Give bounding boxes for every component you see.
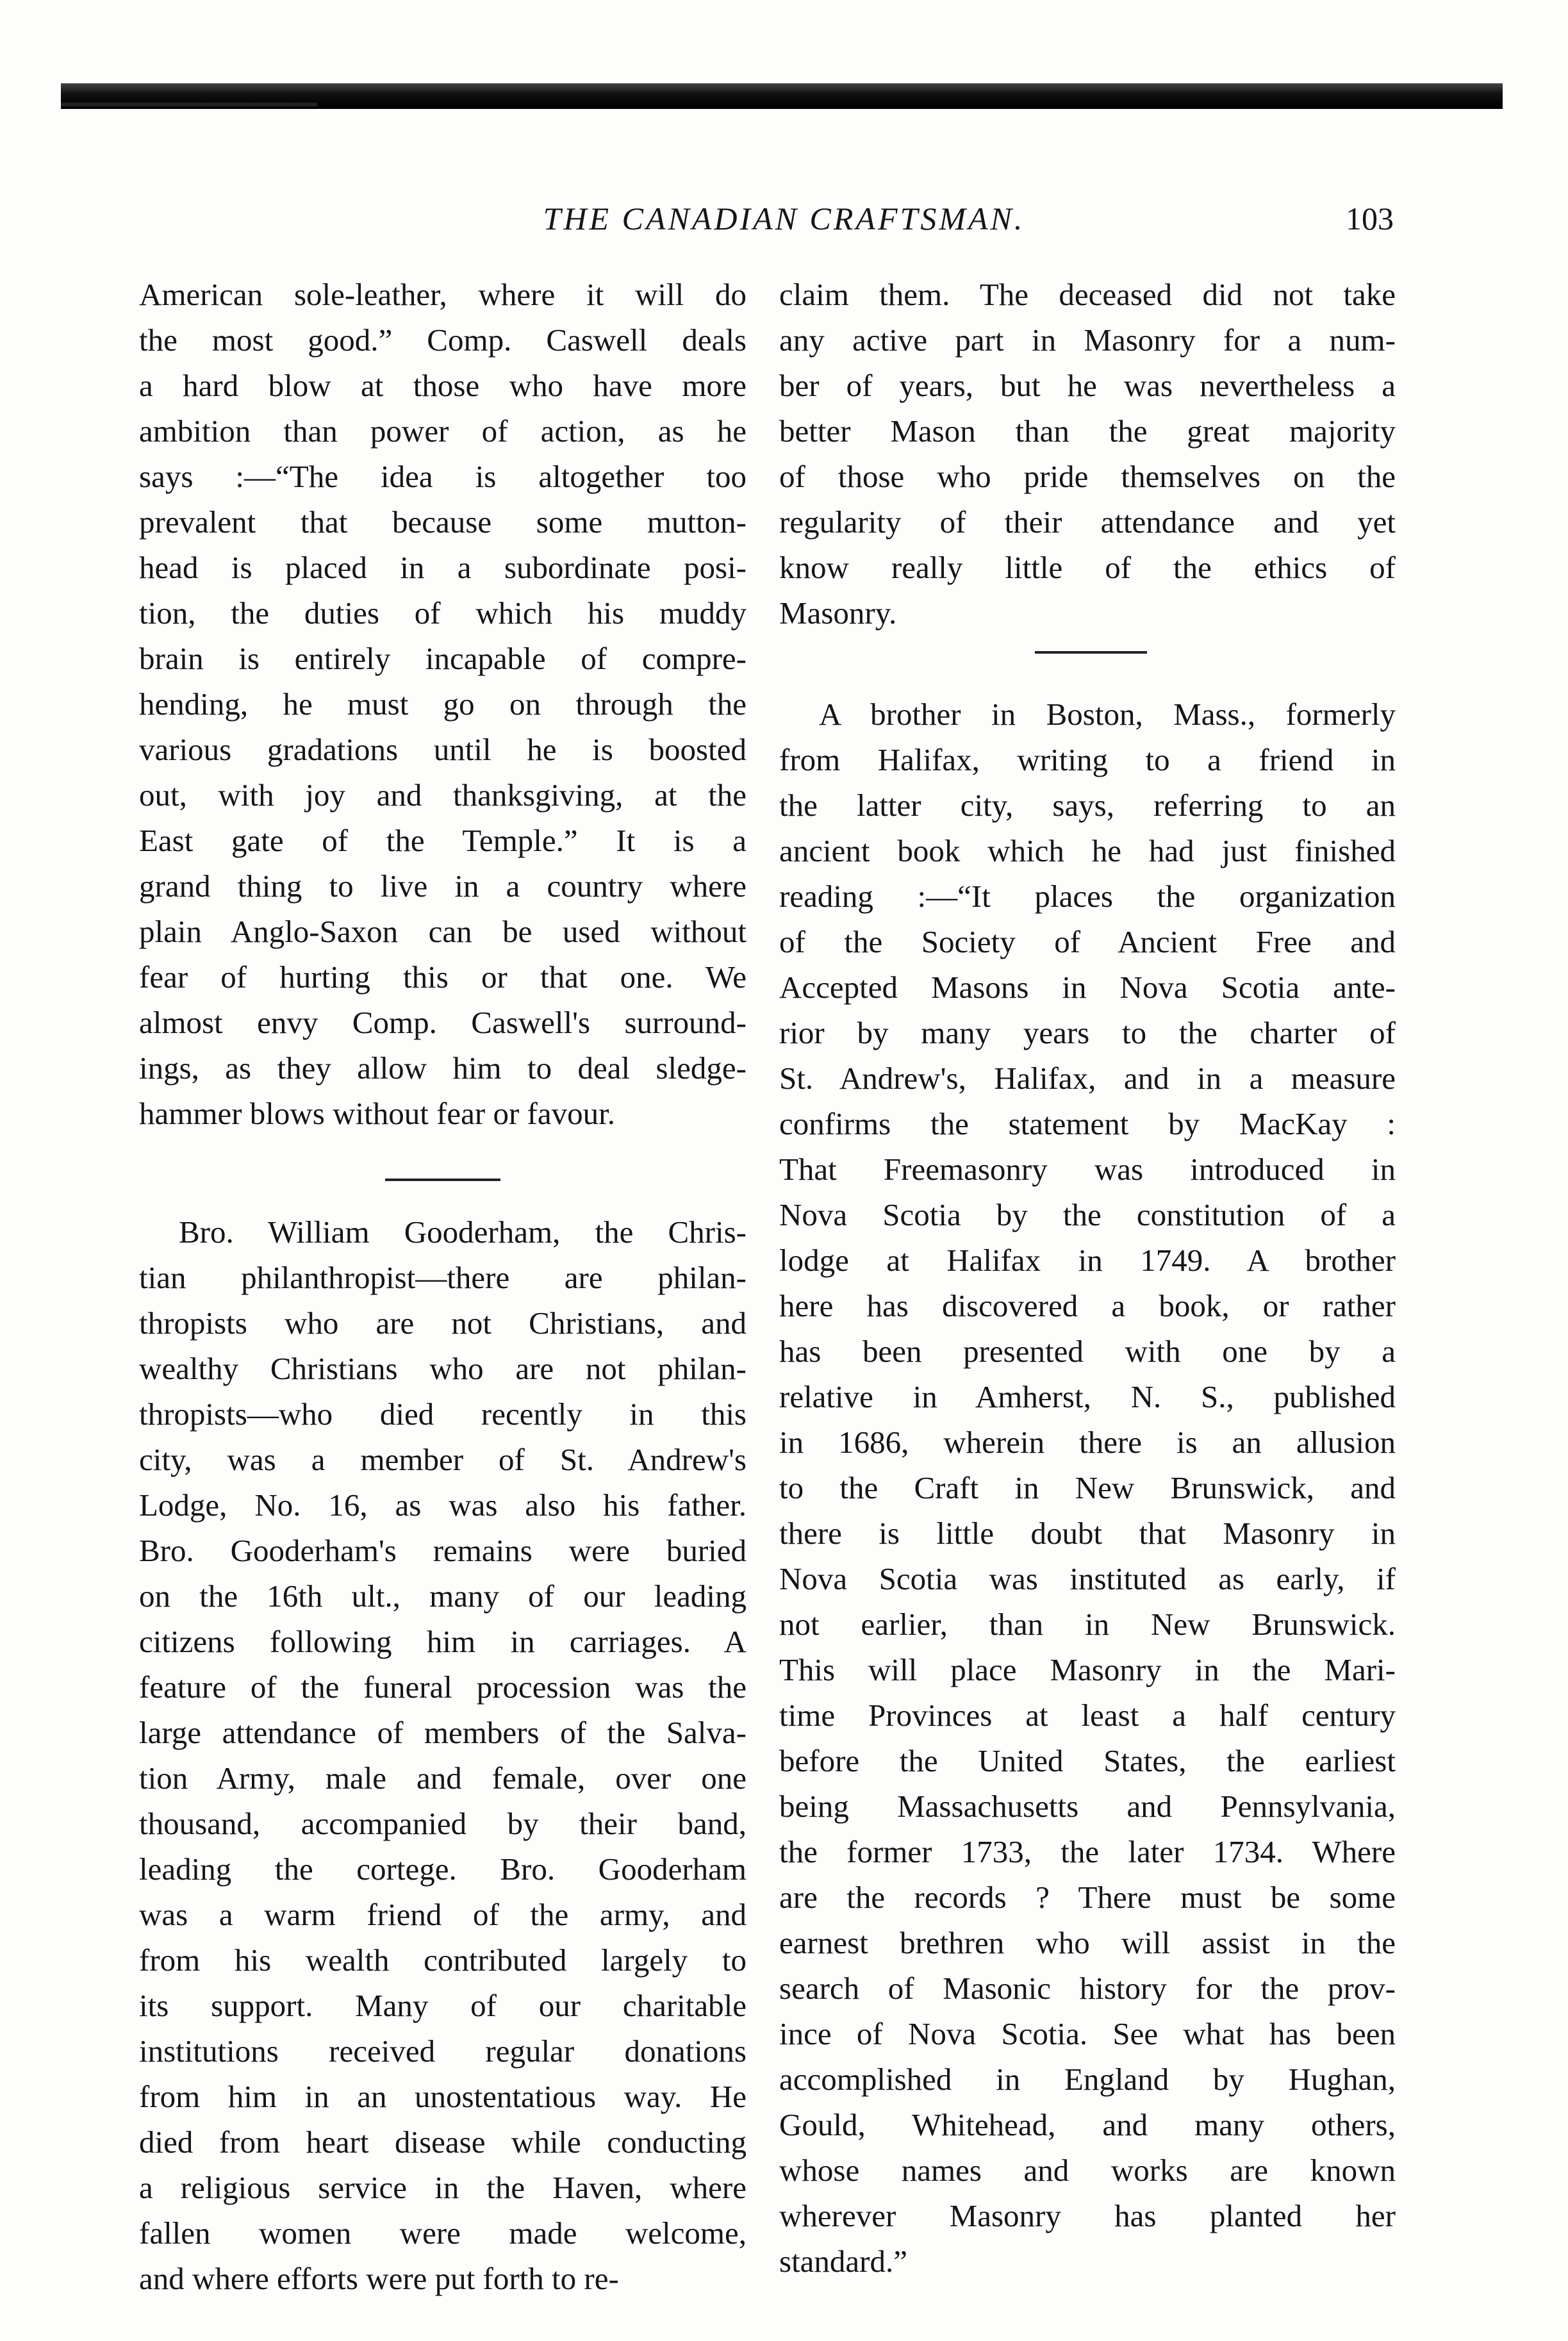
text-line: was a warm friend of the army, and bbox=[139, 1897, 747, 1932]
text-line: reading :—“It places the organization bbox=[779, 879, 1396, 914]
text-line: fear of hurting this or that one. We bbox=[139, 959, 747, 995]
text-line: earnest brethren who will assist in the bbox=[779, 1925, 1396, 1960]
text-line: died from heart disease while conducting bbox=[139, 2124, 747, 2160]
left-column bbox=[139, 272, 747, 2296]
text-line: citizens following him in carriages. A bbox=[139, 1624, 747, 1659]
text-line: any active part in Masonry for a num- bbox=[779, 322, 1396, 358]
text-line: claim them. The deceased did not take bbox=[779, 277, 1396, 312]
text-line: before the United States, the earliest bbox=[779, 1743, 1396, 1778]
text-line: Bro. Gooderham's remains were buried bbox=[139, 1533, 747, 1568]
text-line: confirms the statement by MacKay : bbox=[779, 1106, 1396, 1141]
text-line: Bro. William Gooderham, the Chris- bbox=[179, 1214, 747, 1250]
text-line: a hard blow at those who have more bbox=[139, 368, 747, 403]
text-line: fallen women were made welcome, bbox=[139, 2215, 747, 2251]
text-line: the former 1733, the later 1734. Where bbox=[779, 1834, 1396, 1869]
text-line: the latter city, says, referring to an bbox=[779, 788, 1396, 823]
text-line: Lodge, No. 16, as was also his father. bbox=[139, 1487, 747, 1523]
text-line: a religious service in the Haven, where bbox=[139, 2170, 747, 2205]
header-rule-thin bbox=[61, 103, 317, 106]
text-line: search of Masonic history for the prov- bbox=[779, 1971, 1396, 2006]
text-line: Nova Scotia was instituted as early, if bbox=[779, 1561, 1396, 1596]
right-column bbox=[779, 272, 1396, 2279]
text-line: Accepted Masons in Nova Scotia ante- bbox=[779, 970, 1396, 1005]
text-line: thropists who are not Christians, and bbox=[139, 1305, 747, 1341]
text-line: out, with joy and thanksgiving, at the bbox=[139, 777, 747, 813]
text-line: This will place Masonry in the Mari- bbox=[779, 1652, 1396, 1687]
text-line: being Massachusetts and Pennsylvania, bbox=[779, 1789, 1396, 1824]
text-line: in 1686, wherein there is an allusion bbox=[779, 1425, 1396, 1460]
text-line: of the Society of Ancient Free and bbox=[779, 924, 1396, 959]
text-line: better Mason than the great majority bbox=[779, 413, 1396, 449]
paragraph bbox=[139, 1209, 747, 2301]
text-line: Gould, Whitehead, and many others, bbox=[779, 2107, 1396, 2142]
text-line: American sole-leather, where it will do bbox=[139, 277, 747, 312]
text-line: time Provinces at least a half century bbox=[779, 1698, 1396, 1733]
text-line: head is placed in a subordinate posi- bbox=[139, 550, 747, 585]
text-line: lodge at Halifax in 1749. A brother bbox=[779, 1243, 1396, 1278]
text-line: A brother in Boston, Mass., formerly bbox=[819, 697, 1396, 732]
text-line: various gradations until he is boosted bbox=[139, 732, 747, 767]
text-line: of those who pride themselves on the bbox=[779, 459, 1396, 494]
paragraph bbox=[779, 272, 1396, 636]
text-line: wherever Masonry has planted her bbox=[779, 2198, 1396, 2233]
text-line: brain is entirely incapable of compre- bbox=[139, 641, 747, 676]
text-line: Masonry. bbox=[779, 595, 897, 631]
text-line: city, was a member of St. Andrew's bbox=[139, 1442, 747, 1477]
paragraph bbox=[139, 272, 747, 1136]
text-line: ber of years, but he was nevertheless a bbox=[779, 368, 1396, 403]
text-line: to the Craft in New Brunswick, and bbox=[779, 1470, 1396, 1505]
text-line: and where efforts were put forth to re- bbox=[139, 2261, 619, 2296]
text-line: large attendance of members of the Salva- bbox=[139, 1715, 747, 1750]
text-line: East gate of the Temple.” It is a bbox=[139, 823, 747, 858]
text-line: the most good.” Comp. Caswell deals bbox=[139, 322, 747, 358]
text-line: That Freemasonry was introduced in bbox=[779, 1152, 1396, 1187]
text-line: hending, he must go on through the bbox=[139, 686, 747, 722]
text-line: here has discovered a book, or rather bbox=[779, 1288, 1396, 1323]
text-line: thropists—who died recently in this bbox=[139, 1396, 747, 1432]
text-line: from his wealth contributed largely to bbox=[139, 1942, 747, 1978]
page-number: 103 bbox=[1346, 201, 1394, 236]
text-line: ambition than power of action, as he bbox=[139, 413, 747, 449]
text-line: plain Anglo-Saxon can be used without bbox=[139, 914, 747, 949]
section-divider bbox=[1035, 651, 1147, 654]
text-line: tion, the duties of which his muddy bbox=[139, 595, 747, 631]
text-line: prevalent that because some mutton- bbox=[139, 504, 747, 540]
text-line: from Halifax, writing to a friend in bbox=[779, 742, 1396, 777]
text-line: from him in an unostentatious way. He bbox=[139, 2079, 747, 2114]
text-line: its support. Many of our charitable bbox=[139, 1988, 747, 2023]
paragraph bbox=[779, 691, 1396, 2284]
text-line: accomplished in England by Hughan, bbox=[779, 2062, 1396, 2097]
text-line: rior by many years to the charter of bbox=[779, 1015, 1396, 1050]
text-line: on the 16th ult., many of our leading bbox=[139, 1578, 747, 1614]
text-line: Nova Scotia by the constitution of a bbox=[779, 1197, 1396, 1232]
text-line: grand thing to live in a country where bbox=[139, 868, 747, 904]
text-line: feature of the funeral procession was the bbox=[139, 1669, 747, 1705]
text-line: wealthy Christians who are not philan- bbox=[139, 1351, 747, 1386]
text-line: hammer blows without fear or favour. bbox=[139, 1096, 615, 1131]
text-line: ancient book which he had just finished bbox=[779, 833, 1396, 868]
text-line: has been presented with one by a bbox=[779, 1334, 1396, 1369]
text-line: know really little of the ethics of bbox=[779, 550, 1396, 585]
text-line: tian philanthropist—there are philan- bbox=[139, 1260, 747, 1295]
text-line: ings, as they allow him to deal sledge- bbox=[139, 1050, 747, 1086]
text-line: whose names and works are known bbox=[779, 2153, 1396, 2188]
text-line: tion Army, male and female, over one bbox=[139, 1760, 747, 1796]
text-line: St. Andrew's, Halifax, and in a measure bbox=[779, 1061, 1396, 1096]
text-line: thousand, accompanied by their band, bbox=[139, 1806, 747, 1841]
text-line: leading the cortege. Bro. Gooderham bbox=[139, 1851, 747, 1887]
text-line: regularity of their attendance and yet bbox=[779, 504, 1396, 540]
text-line: says :—“The idea is altogether too bbox=[139, 459, 747, 494]
text-line: almost envy Comp. Caswell's surround- bbox=[139, 1005, 747, 1040]
section-divider bbox=[385, 1179, 500, 1181]
text-line: ince of Nova Scotia. See what has been bbox=[779, 2016, 1396, 2051]
text-line: standard.” bbox=[779, 2244, 907, 2279]
text-line: not earlier, than in New Brunswick. bbox=[779, 1607, 1396, 1642]
text-line: institutions received regular donations bbox=[139, 2033, 747, 2069]
running-title: THE CANADIAN CRAFTSMAN. bbox=[543, 201, 1025, 236]
text-line: are the records ? There must be some bbox=[779, 1880, 1396, 1915]
text-line: relative in Amherst, N. S., published bbox=[779, 1379, 1396, 1414]
text-line: there is little doubt that Masonry in bbox=[779, 1516, 1396, 1551]
